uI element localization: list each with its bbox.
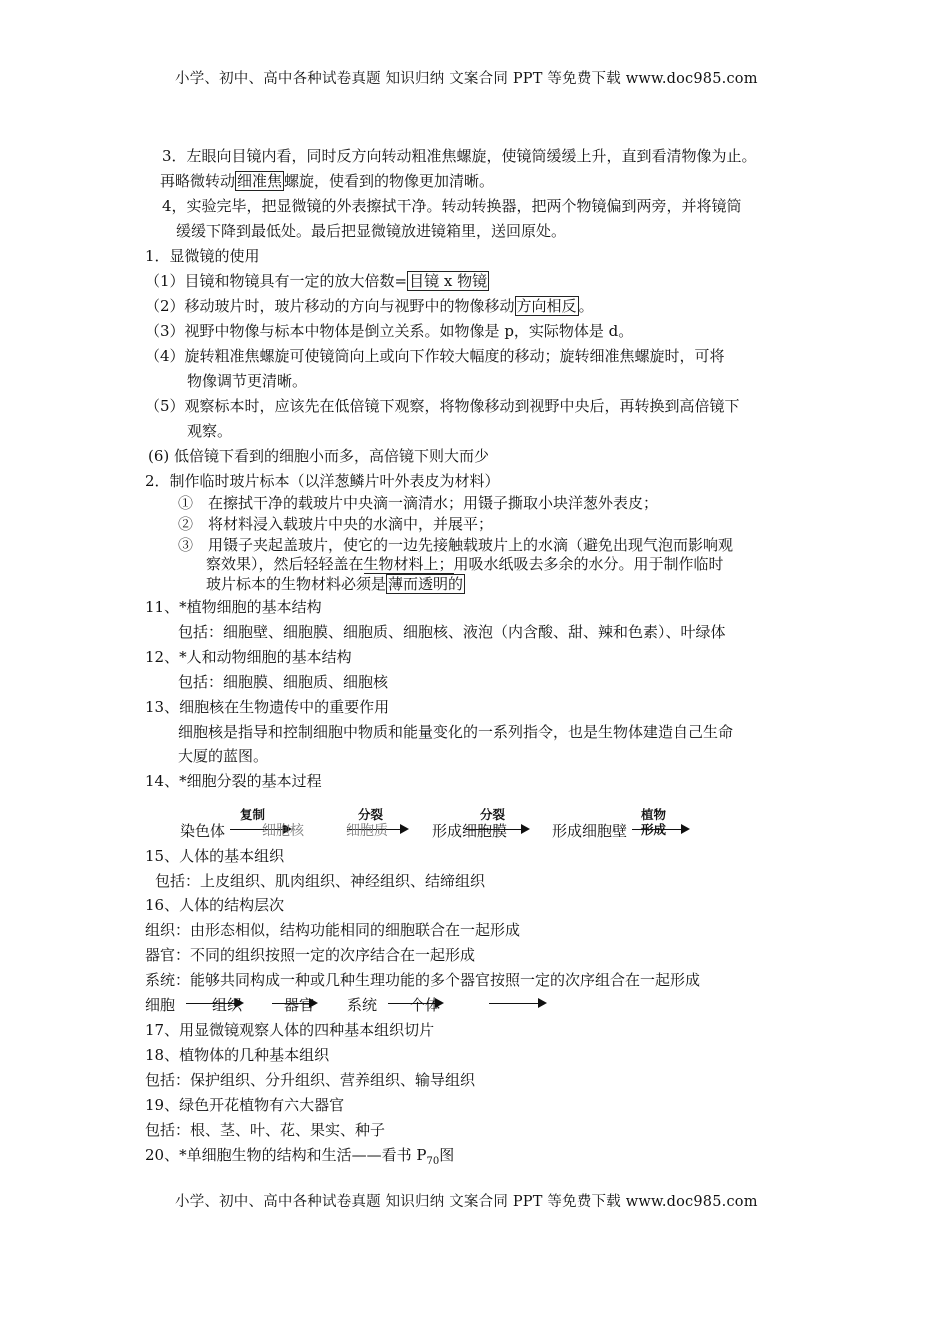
step-3-post: 螺旋，使看到的物像更加清晰。: [284, 172, 495, 190]
section-16-tissue: 组织：由形态相似，结构功能相同的细胞联合在一起形成: [145, 921, 521, 939]
chain-node-individual: 个体: [410, 996, 441, 1014]
chain-arrow-4: [489, 1003, 545, 1004]
flow-arrow-4: [632, 829, 688, 830]
use-point-4-line-1: （4）旋转粗准焦螺旋可使镜筒向上或向下作较大幅度的移动；旋转细准焦螺旋时，可将: [145, 347, 725, 365]
section-12-body: 包括：细胞膜、细胞质、细胞核: [178, 673, 389, 691]
underlined-bio-material: 生物材料上；: [363, 555, 454, 573]
boxed-fine-focus: 细准焦: [237, 172, 283, 190]
step-3-line-1: 3．左眼向目镜内看，同时反方向转动粗准焦螺旋，使镜筒缓缓上升，直到看清物像为止。: [162, 147, 757, 165]
slide-step-3-post: 用吸水纸吸去多余的水分。用于制作临时: [453, 555, 724, 573]
flow-node-chromosome: 染色体: [180, 822, 226, 840]
section-12-title: 12、*人和动物细胞的基本结构: [145, 648, 352, 666]
section-14-title: 14、*细胞分裂的基本过程: [145, 772, 322, 790]
section-18-body: 包括：保护组织、分升组织、营养组织、输导组织: [145, 1071, 476, 1089]
page-header: 小学、初中、高中各种试卷真题 知识归纳 文案合同 PPT 等免费下载 www.doc985.com: [175, 71, 758, 87]
slide-step-3-line-1: ③ 用镊子夹起盖玻片，使它的一边先接触载玻片上的水滴（避免出现气泡而影响观: [178, 536, 734, 554]
section-20-end: 图: [439, 1146, 455, 1164]
section-16-organ: 器官：不同的组织按照一定的次序结合在一起形成: [145, 946, 476, 964]
step-4-line-2: 缓缓下降到最低处。最后把显微镜放进镜箱里，送回原处。: [176, 222, 567, 240]
slide-step-3-end-pre: 玻片标本的生物材料必须是: [206, 575, 387, 593]
section-16-title: 16、人体的结构层次: [145, 896, 285, 914]
section-15-body: 包括：上皮组织、肌肉组织、神经组织、结缔组织: [155, 872, 486, 890]
use-point-1-text: （1）目镜和物镜具有一定的放大倍数=: [145, 272, 408, 290]
use-point-5-line-2: 观察。: [187, 422, 233, 440]
flow-label-divide-2: 分裂: [480, 807, 506, 822]
section-19-title: 19、绿色开花植物有六大器官: [145, 1096, 345, 1114]
boxed-thin-transparent: 薄而透明的: [388, 575, 464, 593]
section-20-title: [145, 1145, 454, 1172]
use-point-6: (6) 低倍镜下看到的细胞小而多，高倍镜下则大而少: [148, 447, 490, 465]
use-point-2-end: 。: [578, 297, 594, 315]
flow-label-divide-1: 分裂: [358, 807, 384, 822]
flow-node-wall: 形成细胞壁: [552, 822, 628, 840]
section-20-page-subscript: 70: [426, 1156, 440, 1167]
section-13-body-2: 大厦的蓝图。: [178, 747, 269, 765]
slide-step-3-line-2: [206, 554, 724, 574]
step-3-line-2: [160, 171, 494, 191]
boxed-opposite-direction: 方向相反: [516, 297, 577, 315]
section-13-body-1: 细胞核是指导和控制细胞中物质和能量变化的一系列指令，也是生物体建造自己生命: [178, 723, 734, 741]
section-15-title: 15、人体的基本组织: [145, 847, 285, 865]
step-4-line-1: 4，实验完毕，把显微镜的外表擦拭干净。转动转换器，把两个物镜偏到两旁，并将镜筒: [162, 197, 742, 215]
chain-node-tissue: 组织: [212, 996, 243, 1014]
section-18-title: 18、植物体的几种基本组织: [145, 1046, 330, 1064]
section-slide-title: 2．制作临时玻片标本（以洋葱鳞片叶外表皮为材料）: [145, 472, 500, 490]
chain-node-organ: 器官: [284, 996, 315, 1014]
boxed-magnification: 目镜 x 物镜: [409, 272, 488, 290]
flow-node-cytoplasm: 细胞质: [346, 823, 388, 839]
use-point-2-text: （2）移动玻片时，玻片移动的方向与视野中的物像移动: [145, 297, 515, 315]
section-microscope-use-title: 1．显微镜的使用: [145, 247, 260, 265]
chain-node-cell: 细胞: [145, 996, 176, 1014]
section-11-body: 包括：细胞壁、细胞膜、细胞质、细胞核、液泡（内含酸、甜、辣和色素）、叶绿体: [178, 623, 726, 641]
use-point-1: [145, 271, 489, 291]
slide-step-1: ① 在擦拭干净的载玻片中央滴一滴清水；用镊子撕取小块洋葱外表皮；: [178, 494, 659, 512]
section-16-system: 系统：能够共同构成一种或几种生理功能的多个器官按照一定的次序组合在一起形成: [145, 971, 701, 989]
slide-step-3-line-3: [206, 574, 465, 594]
section-19-body: 包括：根、茎、叶、花、果实、种子: [145, 1121, 386, 1139]
use-point-2: [145, 296, 594, 316]
flow-label-copy: 复制: [240, 807, 266, 822]
use-point-4-line-2: 物像调节更清晰。: [187, 372, 308, 390]
section-13-title: 13、细胞核在生物遗传中的重要作用: [145, 698, 390, 716]
flow-node-membrane: 形成细胞膜: [432, 822, 508, 840]
flow-node-nucleus: 细胞核: [262, 823, 304, 839]
page-footer: 小学、初中、高中各种试卷真题 知识归纳 文案合同 PPT 等免费下载 www.doc985.com: [175, 1194, 758, 1210]
section-20-text: 20、*单细胞生物的结构和生活——看书 P: [145, 1146, 427, 1164]
flow-label-form: 形成: [641, 822, 667, 837]
use-point-5-line-1: （5）观察标本时，应该先在低倍镜下观察，将物像移动到视野中央后，再转换到高倍镜下: [145, 397, 740, 415]
slide-step-2: ② 将材料浸入载玻片中央的水滴中，并展平；: [178, 515, 494, 533]
section-17-title: 17、用显微镜观察人体的四种基本组织切片: [145, 1021, 435, 1039]
chain-node-system: 系统: [347, 996, 378, 1014]
slide-step-3-pre: 察效果），然后轻轻盖在: [206, 555, 364, 573]
section-11-title: 11、*植物细胞的基本结构: [145, 598, 322, 616]
flow-label-plant: 植物: [641, 807, 667, 822]
use-point-3: （3）视野中物像与标本中物体是倒立关系。如物像是 p，实际物体是 d。: [145, 322, 634, 340]
step-3-pre: 再略微转动: [160, 172, 236, 190]
